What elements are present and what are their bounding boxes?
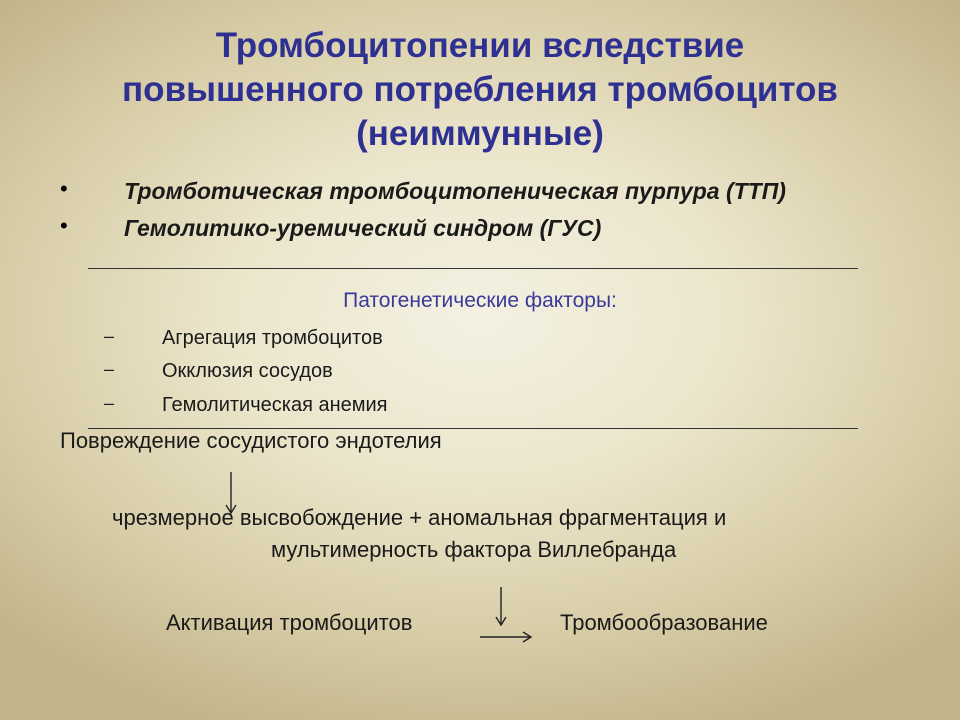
vwf-release-line-1: чрезмерное высвобождение + аномальная фрагментация и bbox=[112, 505, 727, 530]
title-line-2: повышенного потребления тромбоцитов bbox=[122, 70, 838, 109]
dash-marker: – bbox=[104, 393, 115, 413]
title-line-1: Тромбоцитопении вследствие bbox=[215, 26, 745, 65]
factor-anemia: Гемолитическая анемия bbox=[162, 394, 388, 416]
bullet-item-gus: Гемолитико-уремический синдром (ГУС) bbox=[124, 215, 602, 241]
title-line-3: (неиммунные) bbox=[356, 114, 604, 153]
bullet-marker: • bbox=[60, 213, 68, 238]
vwf-release-line-2: мультимерность фактора Виллебранда bbox=[271, 537, 677, 562]
bullet-marker: • bbox=[60, 176, 68, 201]
thrombosis-text: Тромбообразование bbox=[560, 610, 768, 635]
platelet-activation-text: Активация тромбоцитов bbox=[166, 610, 413, 635]
dash-marker: – bbox=[104, 326, 115, 346]
pathogenesis-heading: Патогенетические факторы: bbox=[343, 289, 617, 312]
dash-marker: – bbox=[104, 359, 115, 379]
factor-occlusion: Окклюзия сосудов bbox=[162, 360, 333, 382]
factor-aggregation: Агрегация тромбоцитов bbox=[162, 327, 383, 349]
bullet-item-ttp: Тромботическая тромбоцитопеническая пурпура (ТТП) bbox=[124, 178, 786, 204]
endothelium-damage-text: Повреждение сосудистого эндотелия bbox=[60, 428, 442, 453]
